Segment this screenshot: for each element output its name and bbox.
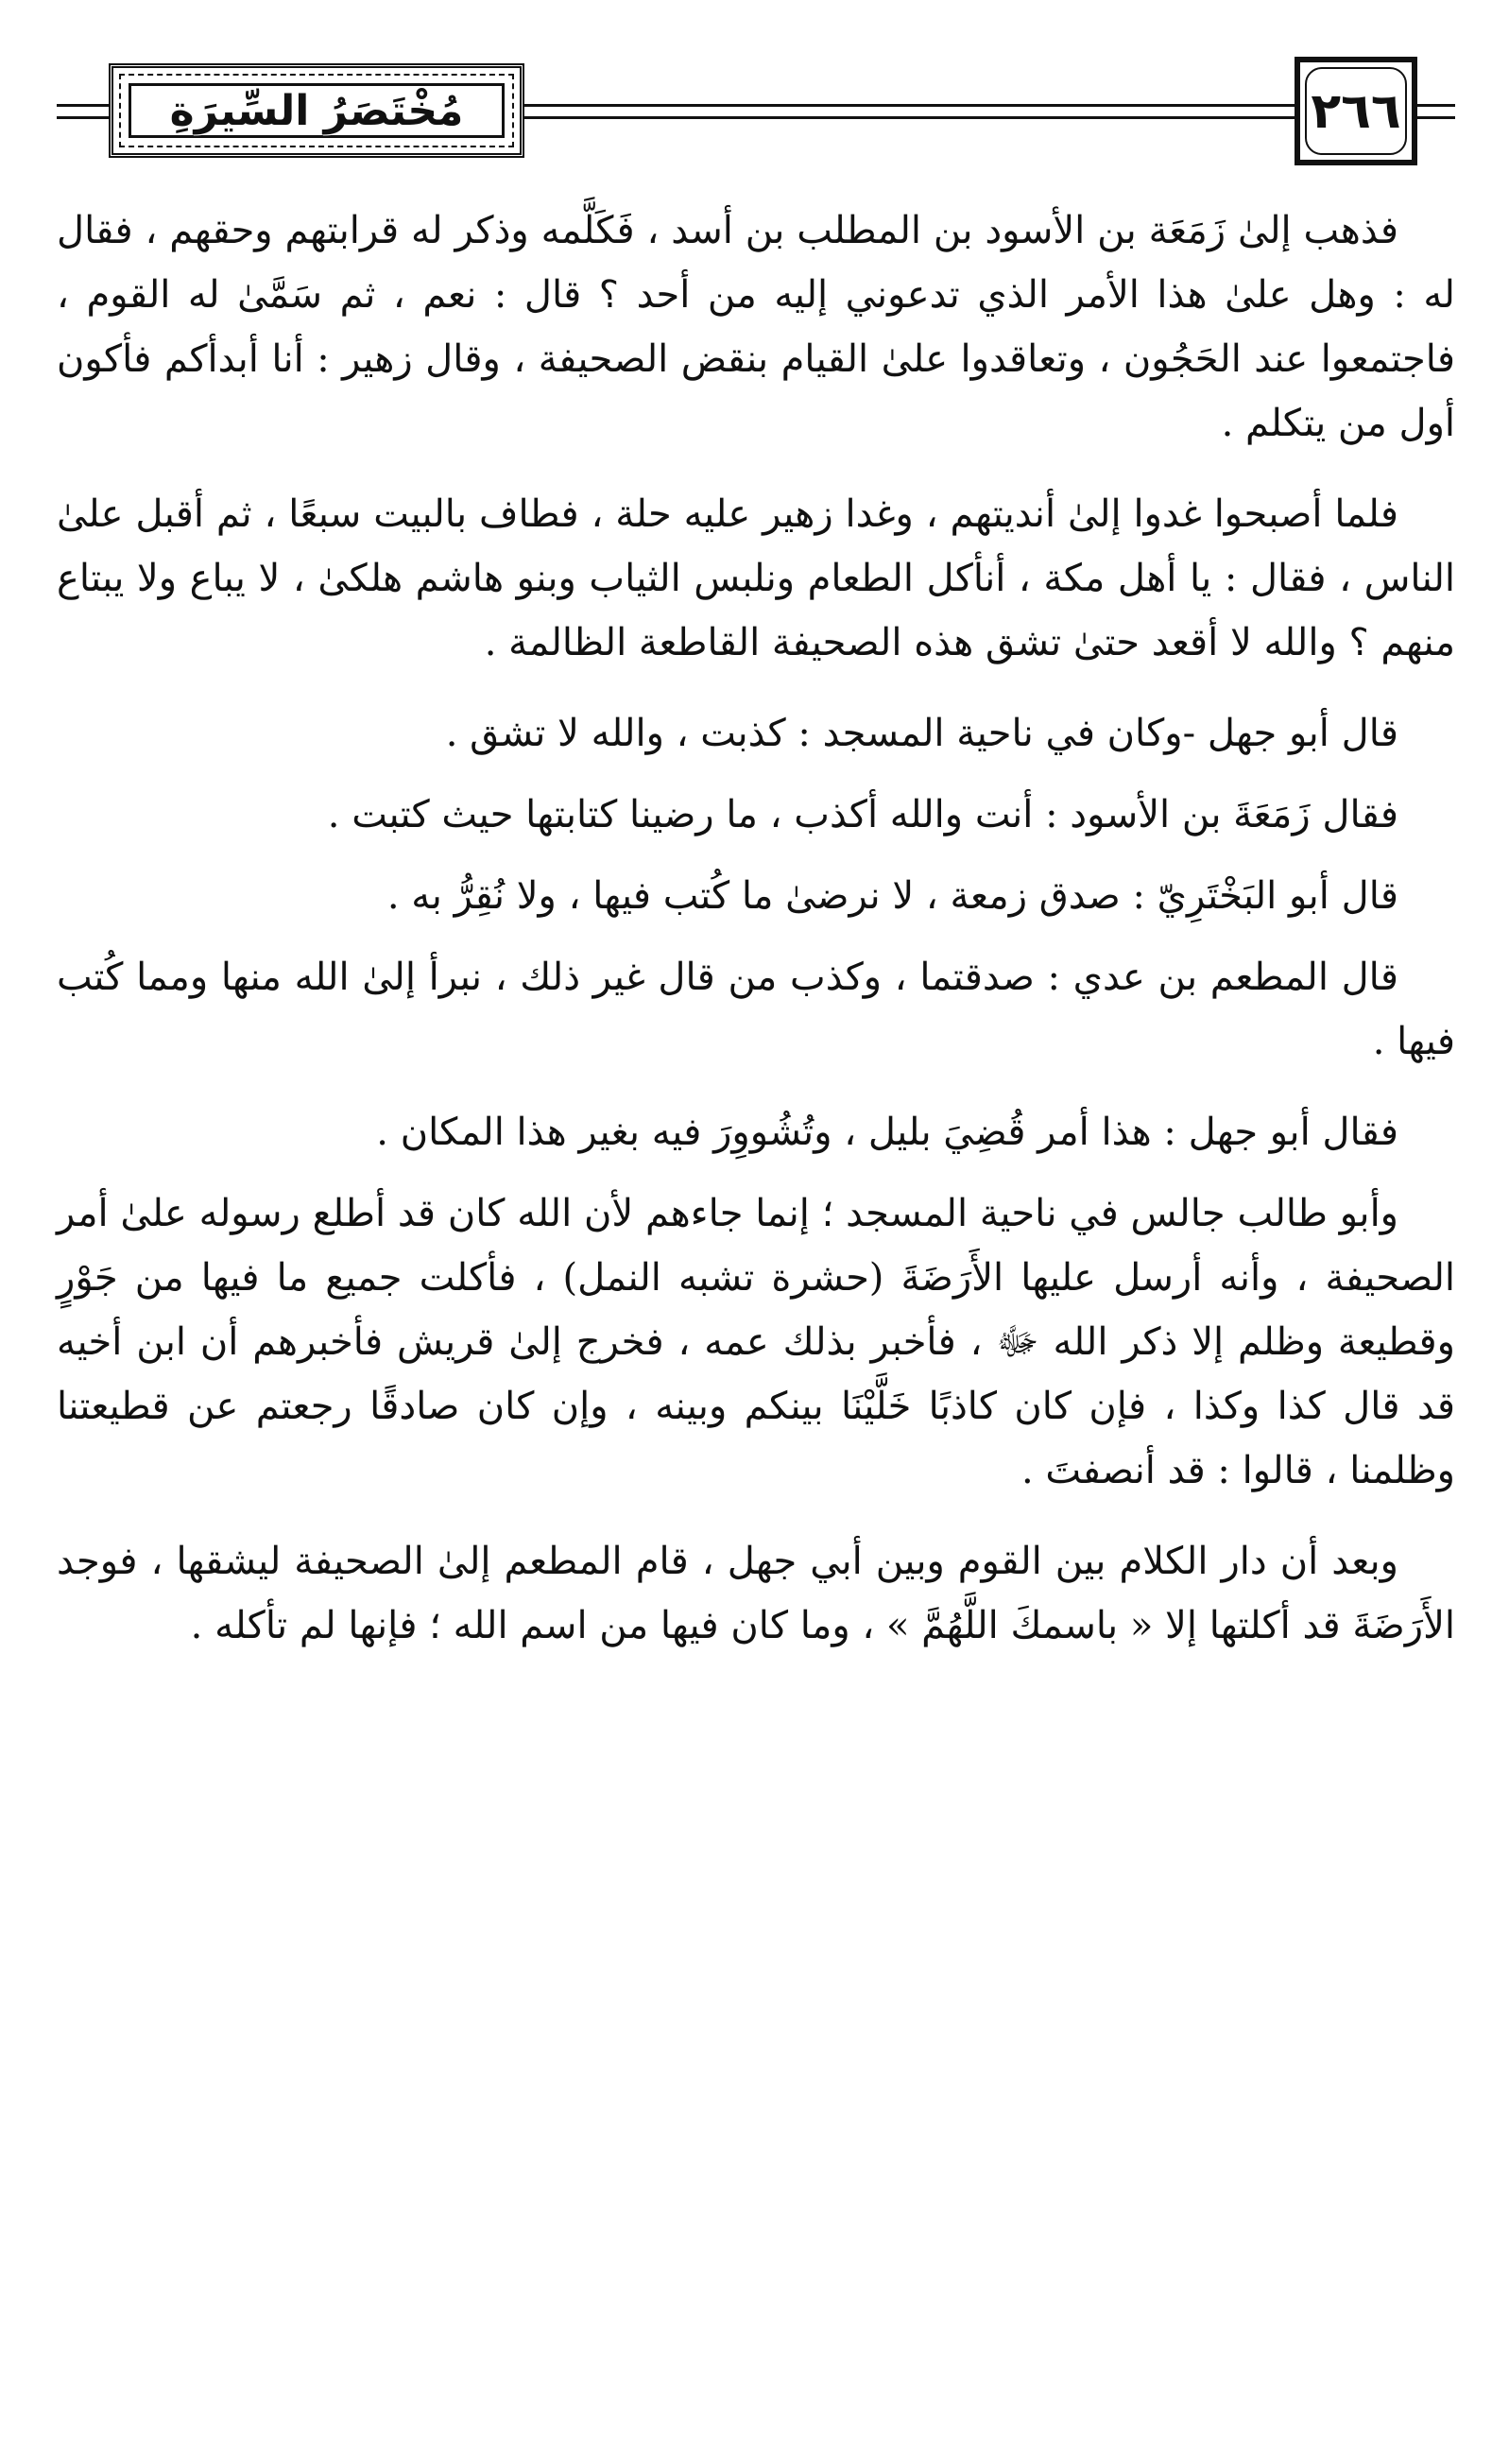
paragraph-8: وأبو طالب جالس في ناحية المسجد ؛ إنما جاءهم لأن الله كان قد أطلع رسوله علىٰ أمر الصحيفة ، وأنه أرسل عليها الأَرَضَةَ (حشرة تشبه النمل) ، فأكلت جميع ما فيها من جَوْرٍ وقطيعة وظلم إلا ذكر الله ﷻ ، فأخبر بذلك عمه ، فخرج إلىٰ قريش فأخبرهم أن ابن أخيه قد قال كذا وكذا ، فإن كان كاذبًا خَلَّيْنَا بينكم وبينه ، وإن كان صادقًا رجعتم عن قطيعتنا وظلمنا ، قالوا : قد أنصفتَ . (57, 1192, 1455, 1492)
paragraph-2: فلما أصبحوا غدوا إلىٰ أنديتهم ، وغدا زهير عليه حلة ، فطاف بالبيت سبعًا ، ثم أقبل علىٰ الناس ، فقال : يا أهل مكة ، أنأكل الطعام ونلبس الثياب وبنو هاشم هلكىٰ ، لا يباع ولا يبتاع منهم ؟ والله لا أقعد حتىٰ تشق هذه الصحيفة القاطعة الظالمة . (57, 492, 1455, 664)
book-title-inner-frame (129, 83, 505, 138)
paragraph-4: فقال زَمَعَةَ بن الأسود : أنت والله أكذب ، ما رضينا كتابتها حيث كتبت . (327, 793, 1398, 836)
book-title-cartouche (109, 63, 524, 158)
page-number-frame (1295, 57, 1417, 165)
book-title: مُخْتَصَرُ السِّيرَةِ (169, 86, 464, 135)
paragraph-9: وبعد أن دار الكلام بين القوم وبين أبي جهل ، قام المطعم إلىٰ الصحيفة ليشقها ، فوجد الأَرَضَةَ قد أكلتها إلا « باسمكَ اللَّهُمَّ » ، وما كان فيها من اسم الله ؛ فإنها لم تأكله . (57, 1540, 1455, 1647)
paragraph-3: قال أبو جهل -وكان في ناحية المسجد : كذبت ، والله لا تشق . (445, 712, 1398, 755)
paragraph-5: قال أبو البَخْتَرِيّ : صدق زمعة ، لا نرضىٰ ما كُتب فيها ، ولا نُقِرُّ به . (386, 874, 1398, 918)
paragraph-7: فقال أبو جهل : هذا أمر قُضِيَ بليل ، وتُشُووِرَ فيه بغير هذا المكان . (376, 1111, 1398, 1154)
page-number: ٢٦٦ (1311, 82, 1401, 140)
page-header (57, 52, 1455, 175)
page-body (57, 198, 1455, 1684)
paragraph-6: قال المطعم بن عدي : صدقتما ، وكذب من قال غير ذلك ، نبرأ إلىٰ الله منها ومما كُتب فيها . (57, 956, 1455, 1063)
paragraph-1: فذهب إلىٰ زَمَعَة بن الأسود بن المطلب بن أسد ، فَكَلَّمه وذكر له قرابتهم وحقهم ، فقال له : وهل علىٰ هذا الأمر الذي تدعوني إليه من أحد ؟ قال : نعم ، ثم سَمَّىٰ له القوم ، فاجتمعوا عند الحَجُون ، وتعاقدوا علىٰ القيام بنقض الصحيفة ، وقال زهير : أنا أبدأكم فأكون أول من يتكلم . (57, 209, 1455, 445)
